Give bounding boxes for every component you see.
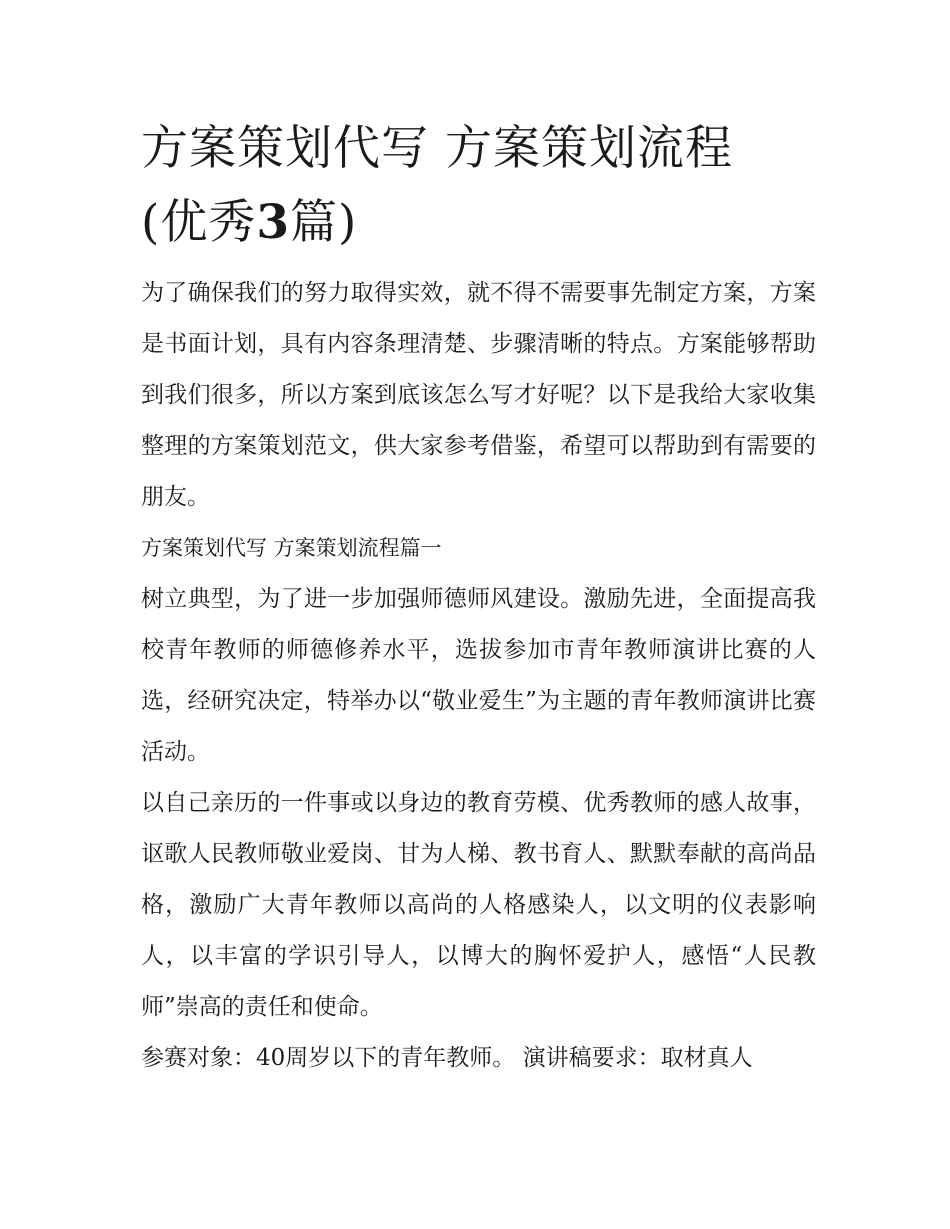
document-body	[141, 268, 816, 1084]
document-title	[141, 112, 816, 260]
intro-paragraph: 为了确保我们的努力取得实效，就不得不需要事先制定方案，方案是书面计划，具有内容条理清楚、步骤清晰的特点。方案能够帮助到我们很多，所以方案到底该怎么写才好呢？以下是我给大家收集整理的方案策划范文，供大家参考借鉴，希望可以帮助到有需要的朋友。	[141, 280, 816, 510]
body-paragraph-content: 以自己亲历的一件事或以身边的教育劳模、优秀教师的感人故事，讴歌人民教师敬业爱岗、甘为人梯、教书育人、默默奉献的高尚品格，激励广大青年教师以高尚的人格感染人，以文明的仪表影响人，以丰富的学识引导人，以博大的胸怀爱护人，感悟“人民教师”崇高的责任和使命。	[141, 790, 816, 1020]
title-line-2: (优秀3篇)	[141, 195, 358, 250]
section-heading-1: 方案策划代写 方案策划流程篇一	[141, 536, 442, 560]
document-page	[141, 112, 816, 1084]
body-paragraph-participants: 参赛对象：40周岁以下的青年教师。 演讲稿要求：取材真人	[141, 1045, 753, 1071]
body-paragraph-purpose: 树立典型，为了进一步加强师德师风建设。激励先进，全面提高我校青年教师的师德修养水平，选拔参加市青年教师演讲比赛的人选，经研究决定，特举办以“敬业爱生”为主题的青年教师演讲比赛活动。	[141, 586, 816, 765]
title-line-1: 方案策划代写 方案策划流程	[141, 121, 733, 176]
